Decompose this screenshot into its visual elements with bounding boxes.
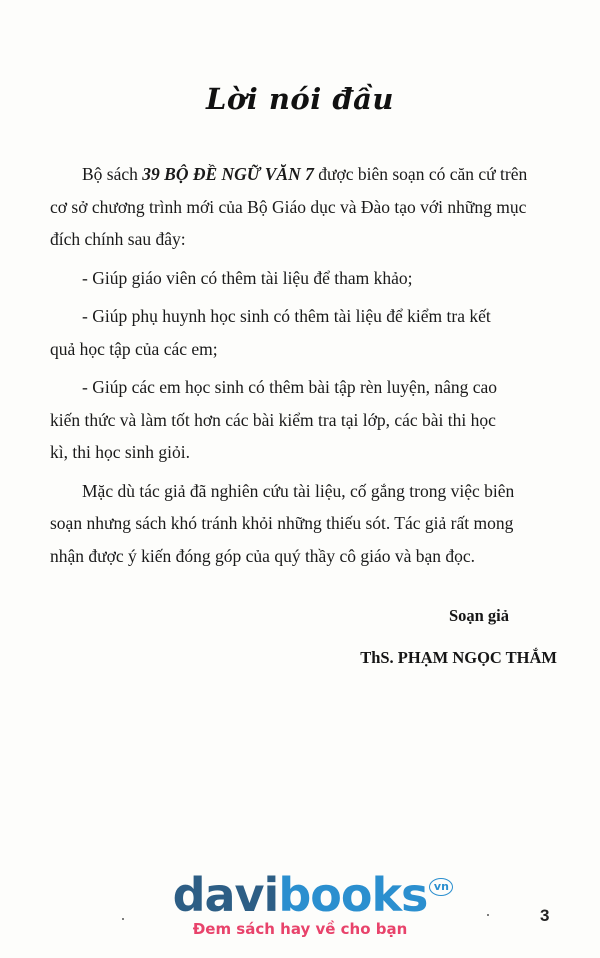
- bullet-2-line-1: - Giúp phụ huynh học sinh có thêm tài liệu để kiểm tra kết: [82, 306, 491, 326]
- closing-line-3: nhận được ý kiến đóng góp của quý thầy cô giáo và bạn đọc.: [50, 545, 476, 566]
- print-speck: [122, 918, 124, 920]
- logo-vn-badge: vn: [429, 878, 453, 896]
- bullet-1-line-1: - Giúp giáo viên có thêm tài liệu để tham khảo;: [82, 267, 413, 288]
- publisher-logo: [0, 868, 600, 938]
- signature-block: [360, 595, 557, 679]
- bullet-1: [50, 262, 555, 295]
- page-title: Lời nói đầu: [205, 82, 395, 116]
- bullet-3-line-2: kiến thức và làm tốt hơn các bài kiểm tra tại lớp, các bài thi học: [50, 409, 496, 430]
- closing-line-1: Mặc dù tác giả đã nghiên cứu tài liệu, cố gắng trong việc biên: [82, 480, 515, 501]
- bullet-3-line-3: kì, thi học sinh giỏi.: [50, 442, 190, 462]
- print-speck: [487, 914, 489, 916]
- intro-prefix: Bộ sách: [82, 164, 143, 184]
- intro-line-3: đích chính sau đây:: [50, 229, 186, 249]
- bullet-2: [50, 300, 555, 365]
- intro-line-2: cơ sở chương trình mới của Bộ Giáo dục và Đào tạo với những mục: [50, 196, 527, 217]
- closing-paragraph: [50, 475, 555, 573]
- logo-wordmark: [172, 868, 449, 922]
- intro-line-1: [50, 158, 555, 191]
- preface-body: [50, 158, 555, 580]
- bullet-3-line-1: - Giúp các em học sinh có thêm bài tập rèn luyện, nâng cao: [82, 377, 497, 397]
- logo-tagline: Đem sách hay về cho bạn: [192, 920, 408, 938]
- bullet-2-line-2: quả học tập của các em;: [50, 338, 218, 359]
- signature-role: Soạn giả: [448, 606, 509, 625]
- bullet-3: [50, 371, 555, 469]
- page-number: 3: [540, 906, 550, 925]
- closing-line-2: soạn nhưng sách khó tránh khỏi những thiếu sót. Tác giả rất mong: [50, 513, 514, 533]
- logo-davi-text: davi: [172, 868, 279, 922]
- intro-paragraph: [50, 158, 555, 256]
- logo-books-text: books: [278, 868, 428, 922]
- author-name: ThS. PHẠM NGỌC THẮM: [360, 648, 557, 667]
- book-title: 39 BỘ ĐỀ NGỮ VĂN 7: [142, 164, 314, 184]
- intro-line-1-suffix: được biên soạn có căn cứ trên: [313, 164, 528, 184]
